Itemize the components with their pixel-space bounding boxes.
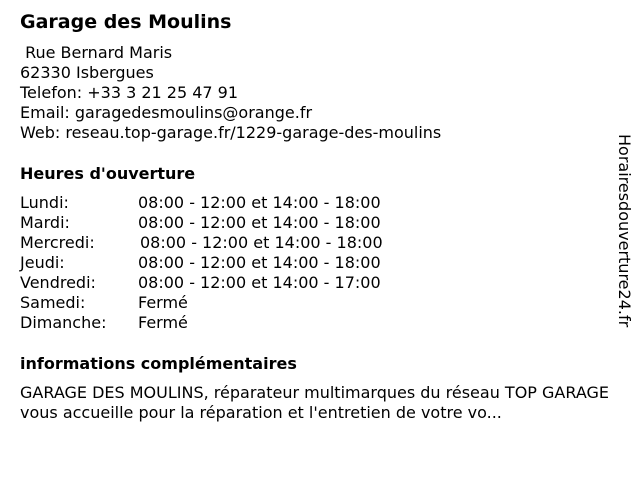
business-phone: Telefon: +33 3 21 25 47 91 xyxy=(20,83,239,102)
hours-heading: Heures d'ouverture xyxy=(20,164,196,183)
day-label: Samedi: xyxy=(20,293,86,312)
day-label: Jeudi: xyxy=(20,253,65,272)
business-city: 62330 Isbergues xyxy=(20,63,154,82)
day-hours: 08:00 - 12:00 et 14:00 - 18:00 xyxy=(138,213,381,232)
day-label: Mercredi: xyxy=(20,233,95,252)
day-label: Lundi: xyxy=(20,193,69,212)
business-contact-block xyxy=(20,43,441,143)
day-hours: Fermé xyxy=(138,293,188,312)
day-hours: 08:00 - 12:00 et 14:00 - 18:00 xyxy=(138,253,381,272)
day-hours: 08:00 - 12:00 et 14:00 - 18:00 xyxy=(138,193,381,212)
side-brand-watermark: Horairesdouverture24.fr xyxy=(615,134,634,328)
business-website: Web: reseau.top-garage.fr/1229-garage-des-moulins xyxy=(20,123,442,142)
business-name: Garage des Moulins xyxy=(20,11,232,33)
day-label: Dimanche: xyxy=(20,313,107,332)
business-street: Rue Bernard Maris xyxy=(20,43,173,62)
business-email: Email: garagedesmoulins@orange.fr xyxy=(20,103,313,122)
day-label: Mardi: xyxy=(20,213,70,232)
info-description: GARAGE DES MOULINS, réparateur multimarques du réseau TOP GARAGE vous accueille pour la réparation et l'entretien de votre vo... xyxy=(20,383,610,422)
day-hours: Fermé xyxy=(138,313,188,332)
day-label: Vendredi: xyxy=(20,273,96,292)
day-hours: 08:00 - 12:00 et 14:00 - 17:00 xyxy=(138,273,381,292)
info-heading: informations complémentaires xyxy=(20,354,297,373)
day-hours: 08:00 - 12:00 et 14:00 - 18:00 xyxy=(140,233,383,252)
